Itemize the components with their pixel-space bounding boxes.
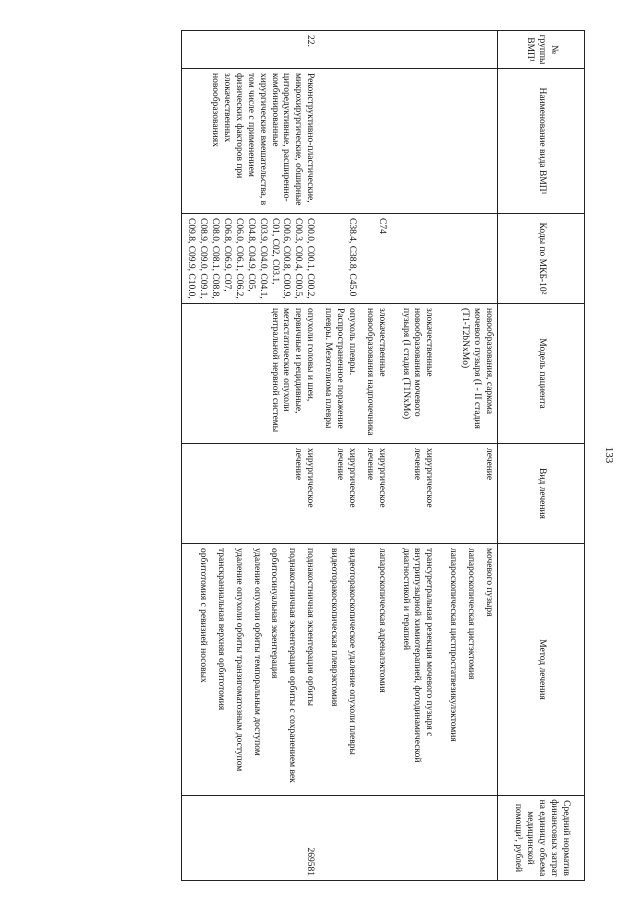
model-cell: опухоль плевры. Распространенное поражение плевры. Мезотелиома плевры xyxy=(318,304,360,444)
group-cell: 22. xyxy=(181,31,318,69)
header-method: Метод лечения xyxy=(498,544,585,796)
method-cell xyxy=(318,544,360,796)
name-cell xyxy=(437,69,497,214)
group-cell xyxy=(390,31,438,69)
method-item: удаление опухоли орбиты транзигоматозным доступом xyxy=(233,548,244,772)
name-cell: Реконструктивно-пластические, микрохирургические, обширные циторедуктивные, расширенно-комбинированные хирургические вмешательства, в том числе с применением физических факторов при злокачественных новообразованиях xyxy=(181,69,318,214)
table-row xyxy=(318,31,360,881)
treatment-type-cell: хирургическое лечение xyxy=(390,444,438,544)
vmp-table xyxy=(181,30,585,881)
model-cell: новообразования, саркома мочевого пузыря (I - II стадия (T1-T2bNxMo) xyxy=(437,304,497,444)
page-number: 133 xyxy=(603,446,615,464)
method-item: удаление опухоли орбиты темпоральным доступом xyxy=(251,548,262,756)
method-item: видеоторакоскопическое удаление опухоли плевры xyxy=(347,548,357,755)
method-item: видеоторакоскопическая плеврэктомия xyxy=(329,548,340,707)
header-model: Модель пациента xyxy=(498,304,585,444)
method-cell xyxy=(390,544,438,796)
cost-cell xyxy=(318,796,360,881)
group-cell xyxy=(318,31,360,69)
header-cost: Средний норматив финансовых затрат на единицу объема медицинской помощи³, рублей xyxy=(498,796,585,881)
codes-cell: C74 xyxy=(360,214,390,304)
table-row xyxy=(390,31,438,881)
cost-cell: 269581 xyxy=(181,796,318,881)
method-item: поднакостничная экзентерация орбиты с сохранением век xyxy=(287,548,298,783)
method-item: лапароскопическая адреналэктомия xyxy=(376,548,387,693)
treatment-type-cell: хирургическое лечение xyxy=(318,444,360,544)
header-row xyxy=(498,31,585,881)
group-cell xyxy=(360,31,390,69)
treatment-type-cell: хирургическое лечение xyxy=(360,444,390,544)
model-cell: опухоли головы и шеи, первичные и рецидивные, метастатические опухоли центральной нервной системы xyxy=(181,304,318,444)
table-row xyxy=(360,31,390,881)
header-treatment-type: Вид лечения xyxy=(498,444,585,544)
cost-cell xyxy=(390,796,438,881)
name-cell xyxy=(390,69,438,214)
model-cell: злокачественные новообразования мочевого пузыря (I стадия (T1NxMo) xyxy=(390,304,438,444)
method-item: лапароскопическая цистпростатвезикулэктомия xyxy=(448,548,459,742)
method-item: мочевого пузыря xyxy=(484,548,494,617)
group-cell xyxy=(437,31,497,69)
name-cell xyxy=(360,69,390,214)
treatment-type-cell: хирургическое лечение xyxy=(181,444,318,544)
method-cell xyxy=(437,544,497,796)
table-row xyxy=(437,31,497,881)
cost-cell xyxy=(360,796,390,881)
treatment-type-cell: лечение xyxy=(437,444,497,544)
cost-cell xyxy=(437,796,497,881)
rotated-page xyxy=(40,30,615,880)
header-codes: Коды по МКБ-10² xyxy=(498,214,585,304)
codes-cell xyxy=(390,214,438,304)
header-name: Наименование вида ВМП¹ xyxy=(498,69,585,214)
codes-cell xyxy=(437,214,497,304)
codes-cell: C38.4, C38.8, C45.0 xyxy=(318,214,360,304)
method-item: транскраниальная верхняя орбитотомия xyxy=(215,548,226,711)
method-cell xyxy=(181,544,318,796)
header-group: № группы ВМП¹ xyxy=(498,31,585,69)
method-item: орбитосинуальная экзентерация xyxy=(269,548,280,679)
codes-cell: C00.0, C00.1, C00.2, C00.3, C00.4, C00.5, C00.6, C00.8, C00.9, C01, C02, C03.1, C03.9, C04.0, C04.1, C04.8, C04.9, C05, C06.0, C06.1, C06.2, C06.8, C06.9, C07, C08.0, C08.1, C08.8, C08.9, C09.0, C09.1, C09.8, C09.9, C10.0, xyxy=(181,214,318,304)
method-cell xyxy=(360,544,390,796)
method-item: трансуретральная резекция мочевого пузыря с внутрипузырной химиотерапией, фотодинамической диагностикой и терапией xyxy=(400,548,435,763)
method-item: лапароскопическая цистэктомия xyxy=(466,548,477,680)
table-row xyxy=(181,31,318,881)
name-cell xyxy=(318,69,360,214)
method-item: орбитотомия с ревизией носовых xyxy=(198,548,208,683)
model-cell: злокачественные новообразования надпочечника xyxy=(360,304,390,444)
method-item: поднакостничная экзентерация орбиты xyxy=(305,548,316,706)
